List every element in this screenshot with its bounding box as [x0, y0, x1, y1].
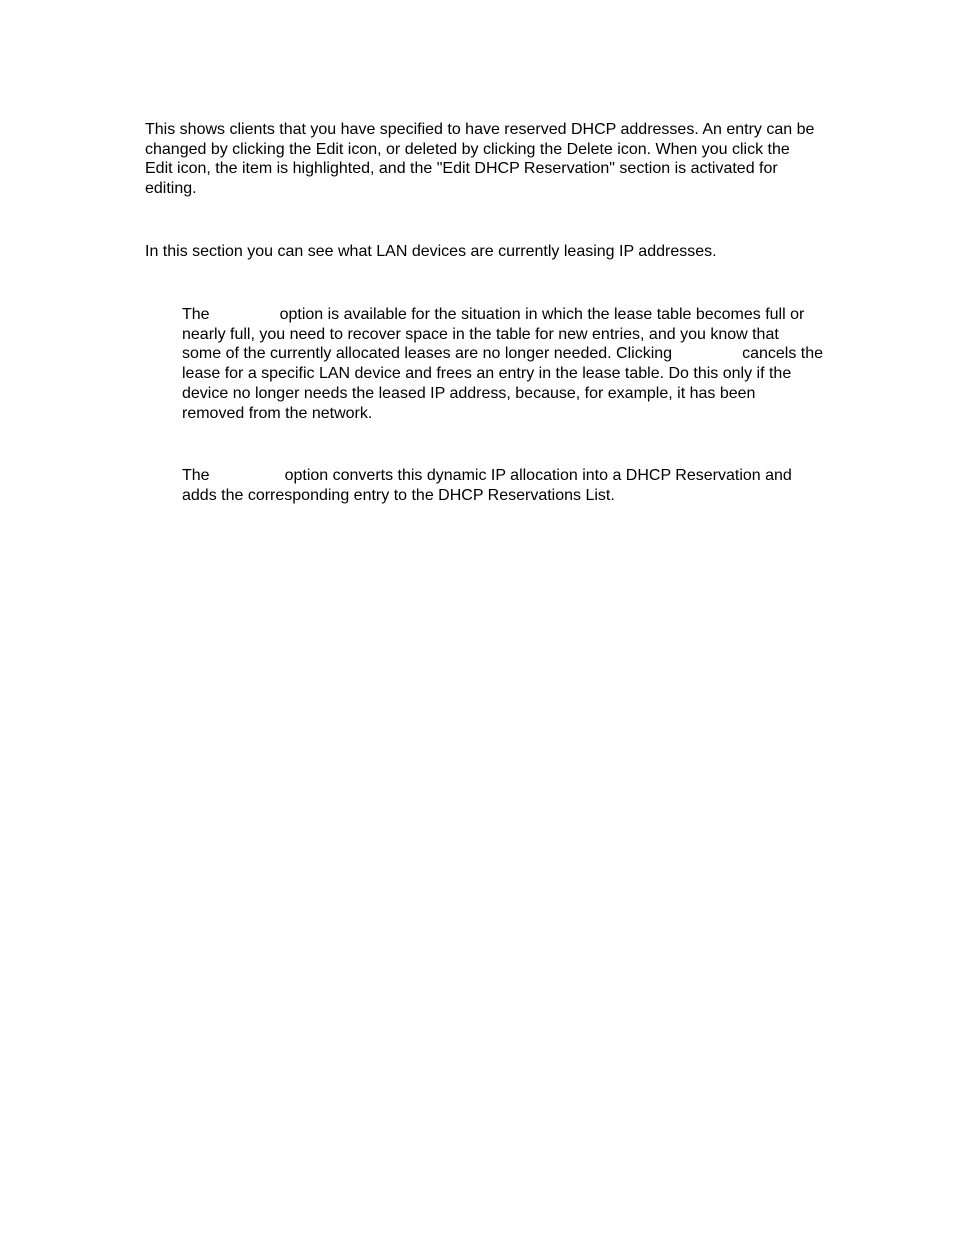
- reserve-paragraph: [182, 466, 792, 505]
- reserve-line-1-end: option converts this dynamic IP allocation into a DHCP Reservation and: [284, 467, 792, 484]
- revoke-line-3-end: cancels the: [742, 345, 823, 363]
- reservations-line-2: changed by clicking the Edit icon, or deleted by clicking the Delete icon. When you click the: [145, 140, 790, 158]
- revoke-line-6: removed from the network.: [182, 404, 373, 422]
- reservations-line-4: editing.: [145, 180, 197, 198]
- reservations-line-1: This shows clients that you have specified to have reserved DHCP addresses. An entry can be: [145, 121, 815, 138]
- reserve-line-1-start: The: [182, 467, 210, 484]
- revoke-line-1: [182, 305, 823, 325]
- reserve-line-2: adds the corresponding entry to the DHCP Reservations List.: [182, 486, 615, 504]
- reservations-paragraph: [145, 120, 814, 199]
- revoke-line-4: lease for a specific LAN device and frees an entry in the lease table. Do this only if the: [182, 365, 792, 383]
- revoke-line-2: nearly full, you need to recover space in the table for new entries, and you know that: [182, 325, 779, 343]
- revoke-line-1-start: The: [182, 306, 210, 323]
- revoke-paragraph: [182, 305, 823, 423]
- revoke-line-1-end: option is available for the situation in which the lease table becomes full or: [279, 306, 805, 323]
- reserve-line-1: [182, 466, 792, 486]
- leases-line-1: In this section you can see what LAN devices are currently leasing IP addresses.: [145, 243, 717, 260]
- revoke-line-3: [182, 344, 823, 364]
- revoke-line-5: device no longer needs the leased IP address, because, for example, it has been: [182, 384, 756, 402]
- leases-paragraph: [145, 242, 717, 262]
- revoke-line-3-start: some of the currently allocated leases are no longer needed. Clicking: [182, 345, 673, 363]
- reservations-line-3: Edit icon, the item is highlighted, and the "Edit DHCP Reservation" section is activated for: [145, 160, 778, 178]
